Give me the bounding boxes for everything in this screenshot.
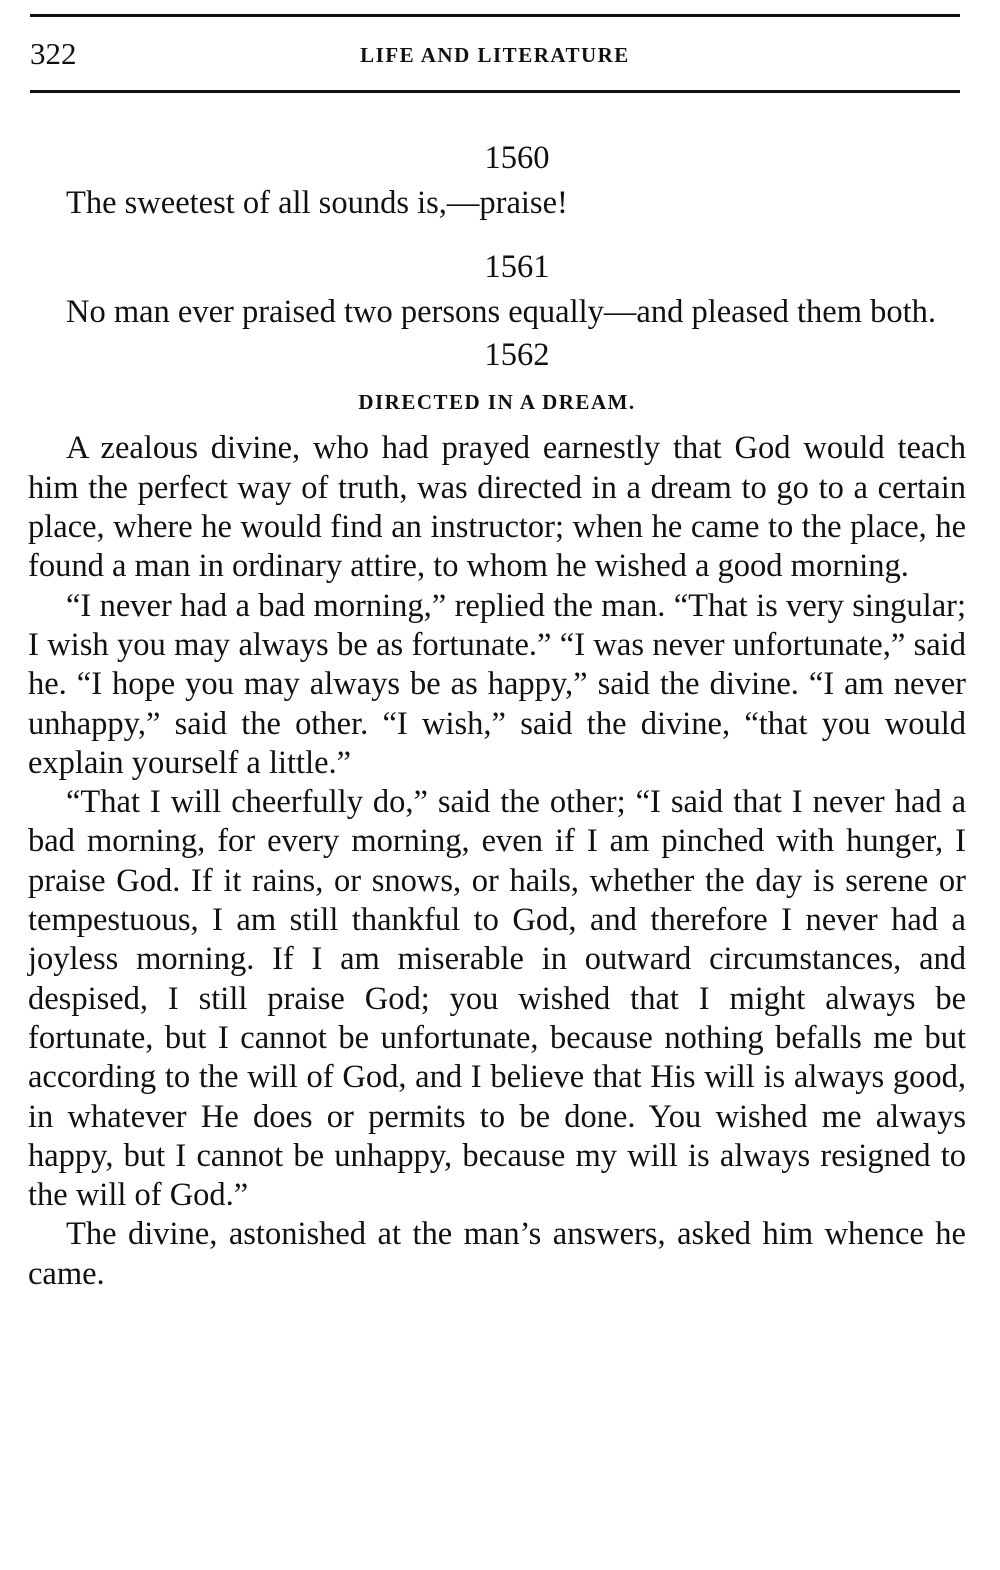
entry-1562 [28,336,966,1294]
running-title: LIFE AND LITERATURE [360,43,630,67]
entry-paragraph: “That I will cheerfully do,” said the other; “I said that I never had a bad morning, for every morning, even if I am pinched with hunger, I praise God. If it rains, or snows, or hails, whether the day is serene or tempestuous, I am still thankful to God, and therefore I never had a joyless morning. If I am miserable in outward circumstances, and despised, I still praise God; you wished that I might always be fortunate, but I cannot be unfortunate, because nothing befalls me but according to the will of God, and I believe that His will is always good, in whatever He does or permits to be done. You wished me always happy, but I cannot be unhappy, because my will is always resigned to the will of God.” [28,784,966,1214]
page-body [28,139,966,1294]
section-title: DIRECTED IN A DREAM. [358,390,636,415]
entry-1561 [28,248,966,333]
entry-paragraph: “I never had a bad morning,” replied the man. “That is very singular; I wish you may always be as fortunate.” “I was never unfortunate,” said he. “I hope you may always be as happy,” said the divine. “I am never unhappy,” said the other. “I wish,” said the divine, “that you would explain yourself a little.” [28,587,966,781]
entry-number: 1560 [484,140,550,176]
entry-paragraph: No man ever praised two persons equally—and pleased them both. [66,293,937,330]
entry-paragraph: The divine, astonished at the man’s answers, asked him whence he came. [28,1216,966,1292]
header-bottom-rule [30,90,960,93]
header-top-rule [30,14,960,17]
entry-1560 [28,139,966,224]
entry-paragraph: A zealous divine, who had prayed earnestly that God would teach him the perfect way of truth, was directed in a dream to go to a certain place, where he would find an instructor; when he came to the place, he found a man in ordinary attire, to whom he wished a good morning. [28,430,966,585]
entry-number: 1561 [484,248,550,285]
entry-number: 1562 [484,337,550,374]
entry-paragraph: The sweetest of all sounds is,—praise! [66,185,568,222]
page-number: 322 [30,36,77,71]
